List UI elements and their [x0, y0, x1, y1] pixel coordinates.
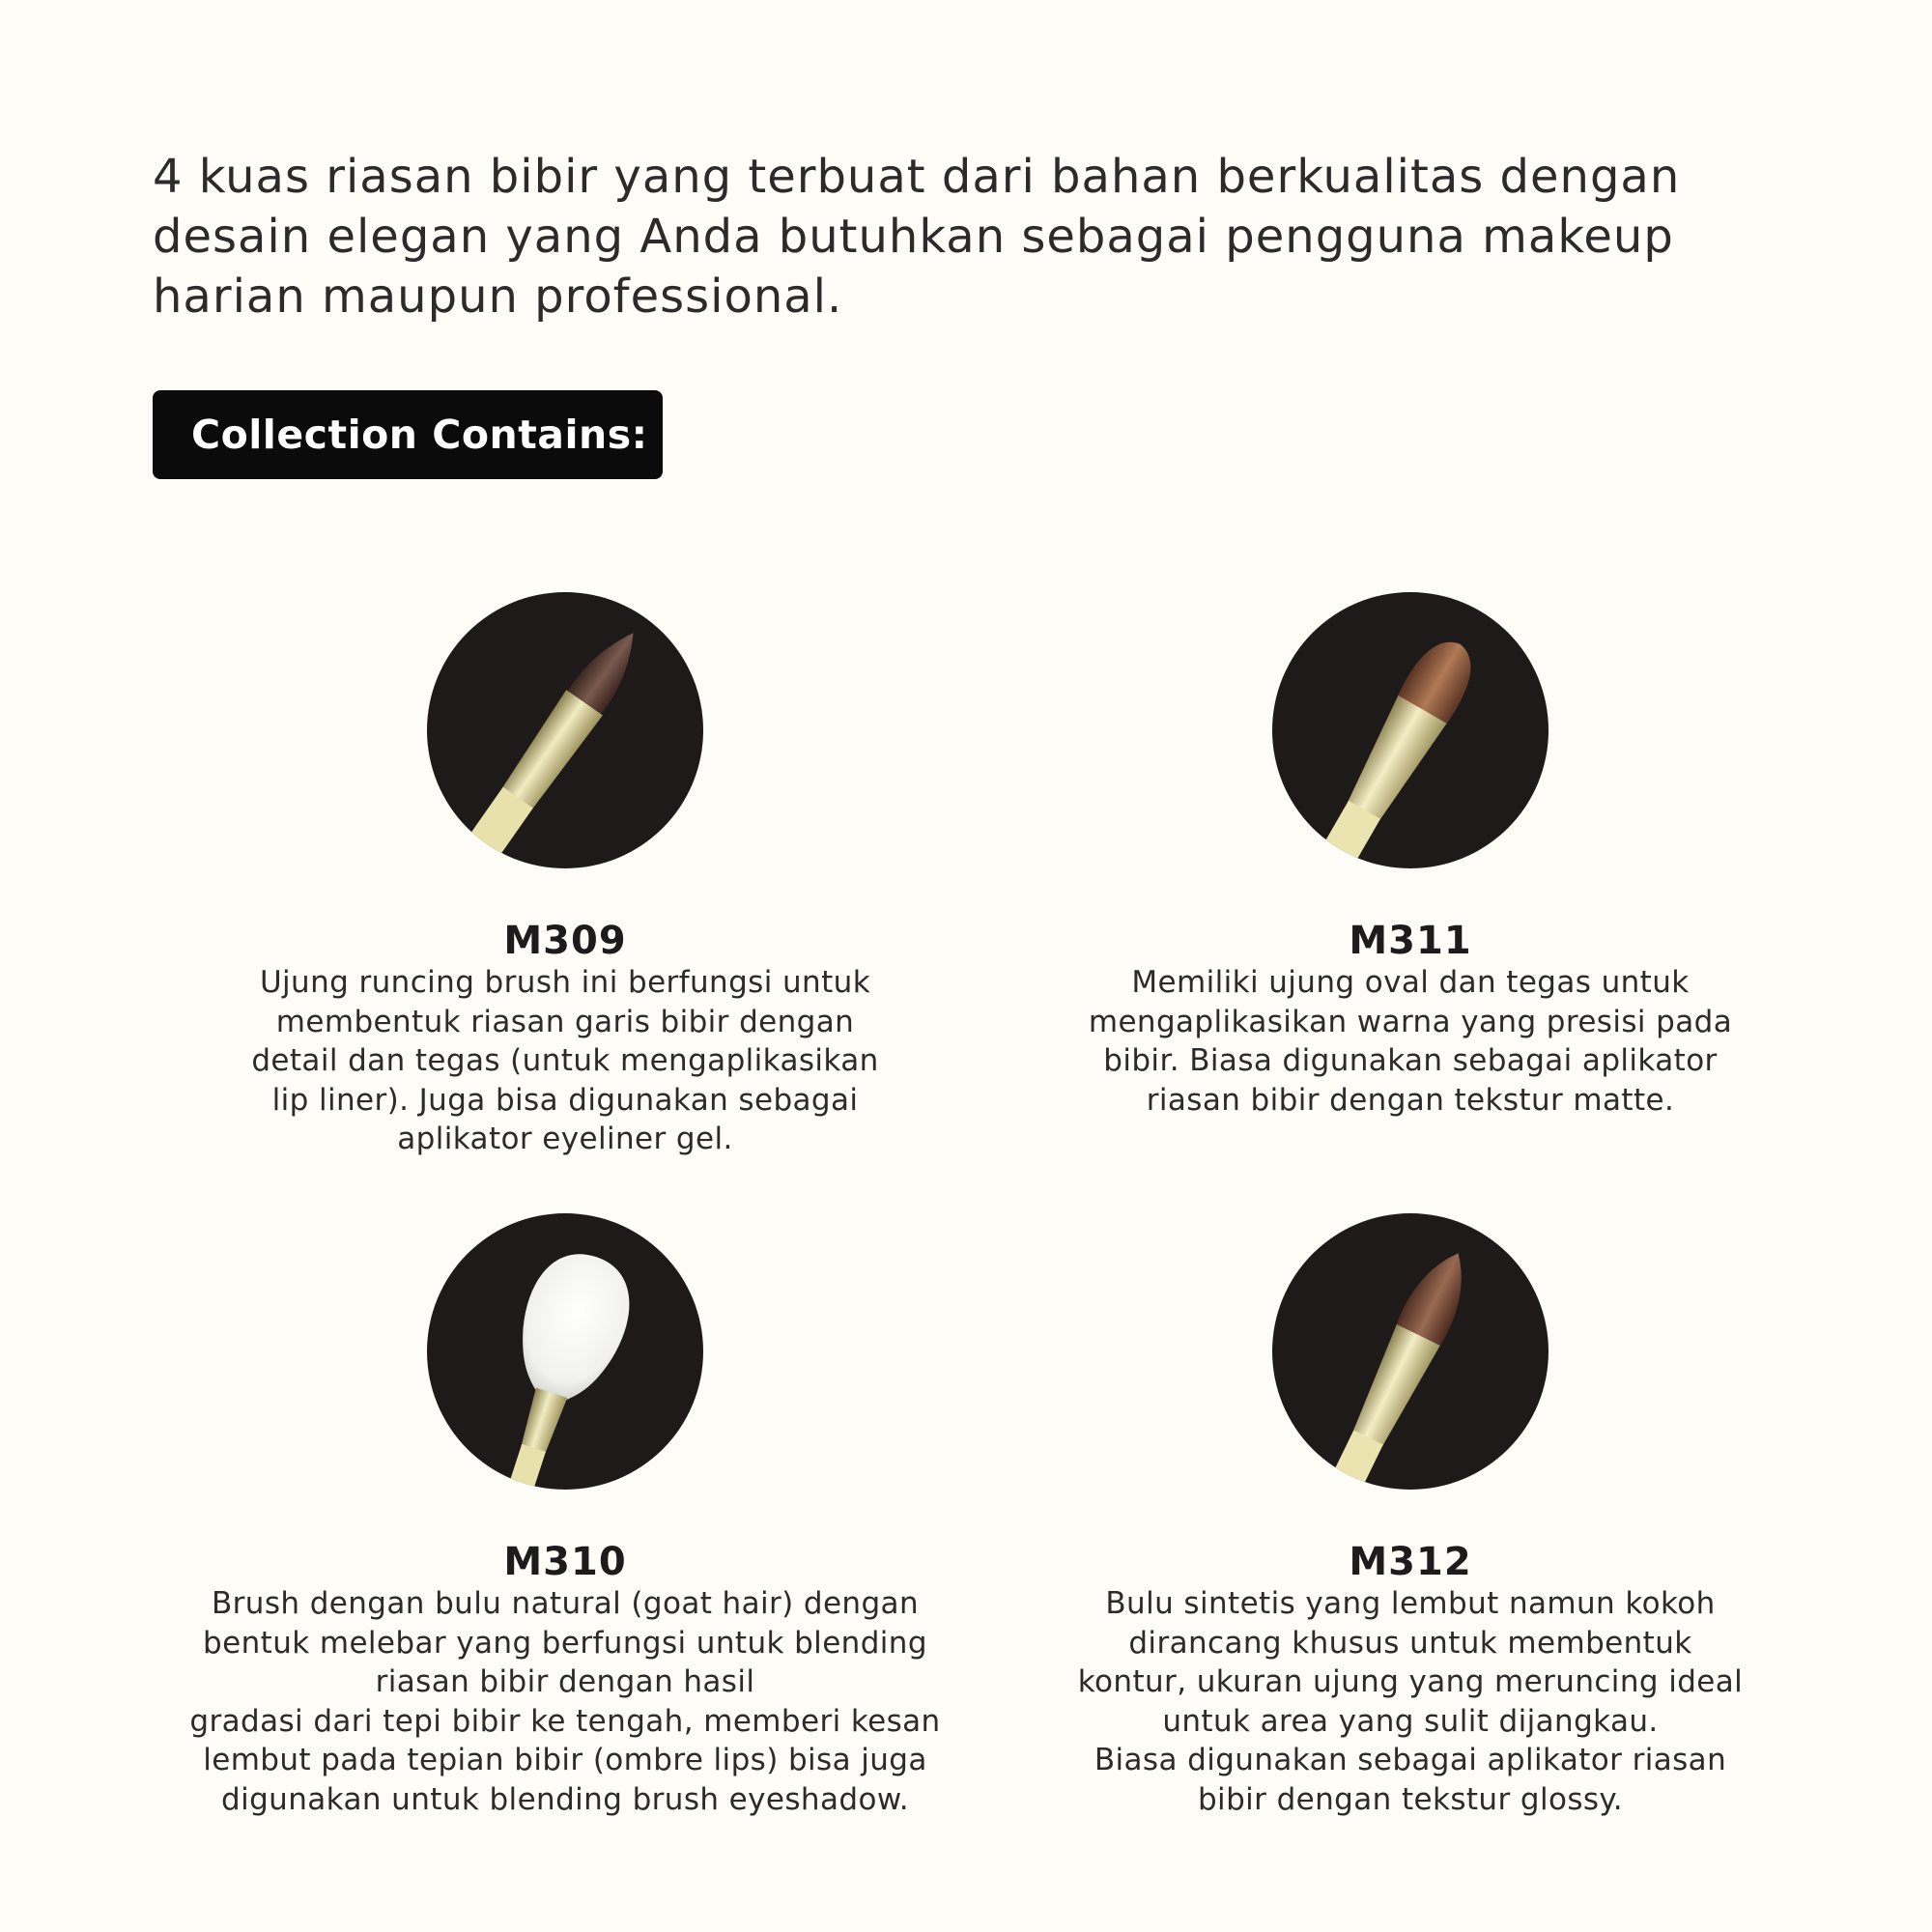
fan-blending-brush-icon — [427, 1213, 703, 1490]
product-description: Brush dengan bulu natural (goat hair) dengan bentuk melebar yang berfungsi untuk blending riasan bibir dengan hasil gradasi dari tepi bibir ke tengah, memberi kesan lembut pada tepian bibir (ombre lips) bisa juga digunakan untuk blending brush eyeshadow. — [189, 1586, 941, 1817]
product-description: Ujung runcing brush ini berfungsi untuk membentuk riasan garis bibir dengan detail dan tegas (untuk mengaplikasikan lip liner). Juga bisa digunakan sebagai aplikator eyeliner gel. — [251, 965, 879, 1156]
oval-lip-brush-icon — [1272, 592, 1548, 868]
product-code: M310 — [503, 1540, 627, 1584]
product-m309 — [169, 592, 961, 1159]
product-m311 — [1014, 592, 1806, 1120]
product-description: Bulu sintetis yang lembut namun kokoh dirancang khusus untuk membentuk kontur, ukuran ujung yang meruncing ideal untuk area yang sulit dijangkau. Biasa digunakan sebagai aplikator riasan bibir dengan tekstur glossy. — [1077, 1586, 1744, 1817]
tapered-contour-brush-icon — [1272, 1213, 1548, 1490]
product-m312 — [1014, 1213, 1806, 1819]
product-code: M312 — [1349, 1540, 1472, 1584]
intro-text: 4 kuas riasan bibir yang terbuat dari bahan berkualitas dengan desain elegan yang Anda butuhkan sebagai pengguna makeup harian maupun professional. — [153, 150, 1681, 324]
product-m310 — [169, 1213, 961, 1819]
product-code: M309 — [503, 919, 627, 963]
product-description: Memiliki ujung oval dan tegas untuk mengaplikasikan warna yang presisi pada bibir. Biasa digunakan sebagai aplikator riasan bibir dengan tekstur matte. — [1088, 965, 1733, 1118]
pointed-lip-brush-icon — [427, 592, 703, 868]
collection-contains-badge: Collection Contains: — [153, 390, 663, 479]
product-code: M311 — [1349, 919, 1472, 963]
